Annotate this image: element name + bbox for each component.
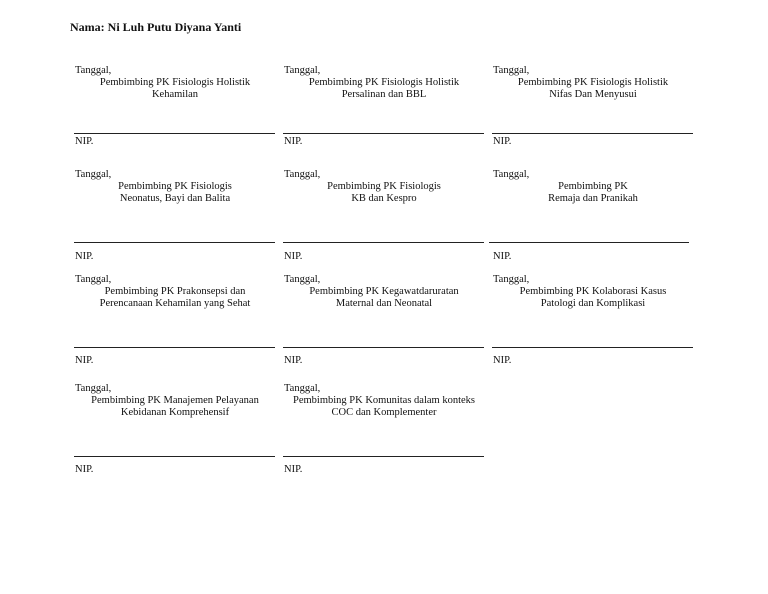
supervisor-role bbox=[284, 286, 484, 310]
signature-block-10 bbox=[75, 383, 275, 487]
role-line-2: Perencanaan Kehamilan yang Sehat bbox=[99, 298, 251, 309]
role-line-1: Pembimbing PK Fisiologis bbox=[118, 181, 232, 192]
signature-line bbox=[492, 347, 693, 348]
role-line-2: Nifas Dan Menyusui bbox=[549, 89, 637, 100]
role-line-2: Neonatus, Bayi dan Balita bbox=[119, 193, 231, 204]
signature-block-3 bbox=[493, 65, 693, 169]
nip-label: NIP. bbox=[493, 355, 512, 366]
role-line-1: Pembimbing PK Kolaborasi Kasus bbox=[519, 286, 667, 297]
nip-label: NIP. bbox=[75, 136, 94, 147]
signature-line bbox=[492, 133, 693, 134]
role-line-2: Patologi dan Komplikasi bbox=[540, 298, 646, 309]
date-label: Tanggal, bbox=[75, 65, 112, 76]
nip-label: NIP. bbox=[493, 136, 512, 147]
supervisor-role bbox=[284, 395, 484, 419]
role-line-1: Pembimbing PK Fisiologis bbox=[327, 181, 441, 192]
supervisor-role bbox=[493, 181, 693, 205]
nip-label: NIP. bbox=[284, 355, 303, 366]
signature-line bbox=[489, 242, 689, 243]
date-label: Tanggal, bbox=[284, 383, 321, 394]
signature-line bbox=[74, 242, 275, 243]
role-line-1: Pembimbing PK Fisiologis Holistik bbox=[517, 77, 669, 88]
date-label: Tanggal, bbox=[75, 169, 112, 180]
signature-line bbox=[283, 456, 484, 457]
role-line-2: Maternal dan Neonatal bbox=[335, 298, 433, 309]
signature-block-9 bbox=[493, 274, 693, 378]
signature-line bbox=[74, 347, 275, 348]
role-line-1: Pembimbing PK Kegawatdaruratan bbox=[309, 286, 459, 297]
signature-block-6 bbox=[493, 169, 693, 273]
supervisor-role bbox=[75, 181, 275, 205]
signature-line bbox=[74, 456, 275, 457]
signature-block-4 bbox=[75, 169, 275, 273]
signature-line bbox=[283, 133, 484, 134]
role-line-2: Persalinan dan BBL bbox=[341, 89, 427, 100]
role-line-1: Pembimbing PK Prakonsepsi dan bbox=[104, 286, 246, 297]
date-label: Tanggal, bbox=[493, 274, 530, 285]
supervisor-role bbox=[75, 395, 275, 419]
supervisor-role bbox=[284, 181, 484, 205]
nip-label: NIP. bbox=[75, 464, 94, 475]
signature-block-8 bbox=[284, 274, 484, 378]
role-line-2: Kehamilan bbox=[151, 89, 199, 100]
signature-line bbox=[74, 133, 275, 134]
nip-label: NIP. bbox=[493, 251, 512, 262]
role-line-1: Pembimbing PK Fisiologis Holistik bbox=[99, 77, 251, 88]
nip-label: NIP. bbox=[284, 464, 303, 475]
supervisor-role bbox=[493, 77, 693, 101]
role-line-2: KB dan Kespro bbox=[351, 193, 417, 204]
nip-label: NIP. bbox=[75, 251, 94, 262]
signature-block-5 bbox=[284, 169, 484, 273]
date-label: Tanggal, bbox=[493, 169, 530, 180]
student-name: Nama: Ni Luh Putu Diyana Yanti bbox=[70, 20, 242, 34]
signature-line bbox=[283, 242, 484, 243]
role-line-1: Pembimbing PK Manajemen Pelayanan bbox=[91, 395, 259, 406]
supervisor-role bbox=[75, 77, 275, 101]
nip-label: NIP. bbox=[284, 136, 303, 147]
date-label: Tanggal, bbox=[284, 169, 321, 180]
supervisor-role bbox=[284, 77, 484, 101]
signature-block-1 bbox=[75, 65, 275, 169]
role-line-1: Pembimbing PK Fisiologis Holistik bbox=[308, 77, 460, 88]
date-label: Tanggal, bbox=[75, 383, 112, 394]
nip-label: NIP. bbox=[75, 355, 94, 366]
role-line-2: COC dan Komplementer bbox=[331, 407, 437, 418]
signature-block-11 bbox=[284, 383, 484, 487]
role-line-1: Pembimbing PK bbox=[558, 181, 628, 192]
date-label: Tanggal, bbox=[284, 274, 321, 285]
role-line-2: Kebidanan Komprehensif bbox=[120, 407, 230, 418]
date-label: Tanggal, bbox=[284, 65, 321, 76]
role-line-2: Remaja dan Pranikah bbox=[548, 193, 638, 204]
signature-block-2 bbox=[284, 65, 484, 169]
date-label: Tanggal, bbox=[75, 274, 112, 285]
signature-block-7 bbox=[75, 274, 275, 378]
date-label: Tanggal, bbox=[493, 65, 530, 76]
supervisor-role bbox=[75, 286, 275, 310]
signature-line bbox=[283, 347, 484, 348]
role-line-1: Pembimbing PK Komunitas dalam konteks bbox=[293, 395, 475, 406]
nip-label: NIP. bbox=[284, 251, 303, 262]
supervisor-role bbox=[493, 286, 693, 310]
